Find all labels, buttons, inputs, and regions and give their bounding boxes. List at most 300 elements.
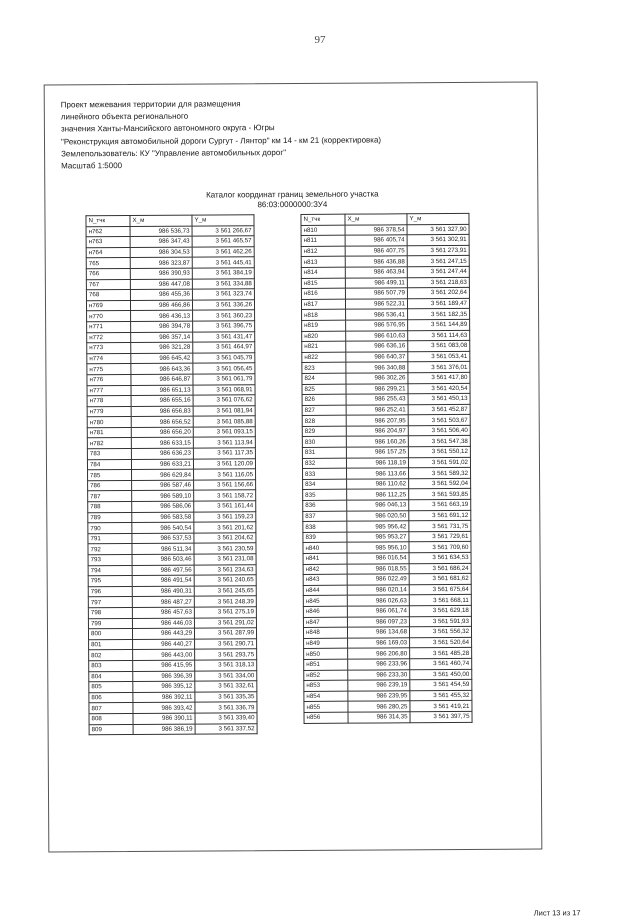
cell-x-coordinate: 986 589,10	[132, 491, 194, 502]
cell-point-id: 802	[89, 650, 133, 661]
cell-point-id: 804	[89, 671, 133, 682]
cell-point-id: н842	[303, 564, 347, 575]
cell-y-coordinate: 3 561 589,32	[409, 468, 471, 479]
cell-y-coordinate: 3 561 273,91	[407, 245, 469, 256]
cell-y-coordinate: 3 561 550,12	[408, 446, 470, 457]
cell-point-id: 828	[302, 415, 346, 426]
cell-y-coordinate: 3 561 144,89	[408, 319, 470, 330]
cell-x-coordinate: 986 347,43	[130, 236, 192, 247]
cell-y-coordinate: 3 561 293,75	[195, 649, 257, 660]
cell-point-id: 789	[88, 512, 132, 523]
cell-x-coordinate: 986 640,37	[346, 352, 408, 363]
cell-y-coordinate: 3 561 302,91	[407, 235, 469, 246]
cell-x-coordinate: 986 636,16	[346, 341, 408, 352]
cell-point-id: 785	[88, 470, 132, 481]
cell-x-coordinate: 986 576,95	[346, 320, 408, 331]
cell-x-coordinate: 986 536,41	[346, 309, 408, 320]
cell-y-coordinate: 3 561 462,26	[192, 247, 254, 258]
cell-x-coordinate: 986 396,39	[133, 671, 195, 682]
cell-point-id: н777	[87, 385, 131, 396]
cell-point-id: н843	[303, 574, 347, 585]
cell-y-coordinate: 3 561 454,59	[410, 680, 472, 691]
cell-y-coordinate: 3 561 120,09	[193, 458, 255, 469]
cell-y-coordinate: 3 561 161,44	[194, 501, 256, 512]
cell-x-coordinate: 986 407,75	[345, 246, 407, 257]
cell-point-id: н764	[86, 247, 130, 258]
cell-point-id: 799	[88, 618, 132, 629]
cell-point-id: н820	[302, 331, 346, 342]
cell-y-coordinate: 3 561 691,12	[409, 510, 471, 521]
cell-point-id: н854	[304, 691, 348, 702]
column-header-y: Y_м	[407, 213, 469, 224]
cell-y-coordinate: 3 561 156,66	[194, 480, 256, 491]
cell-y-coordinate: 3 561 465,57	[192, 236, 254, 247]
cell-point-id: 765	[86, 258, 130, 269]
cell-y-coordinate: 3 561 445,41	[192, 257, 254, 268]
cell-x-coordinate: 986 304,53	[130, 247, 192, 258]
cell-point-id: н778	[87, 396, 131, 407]
cell-y-coordinate: 3 561 547,38	[408, 436, 470, 447]
cell-y-coordinate: 3 561 464,97	[193, 342, 255, 353]
cell-y-coordinate: 3 561 334,88	[192, 278, 254, 289]
cell-point-id: 788	[88, 502, 132, 513]
cell-point-id: 808	[89, 713, 133, 724]
cell-x-coordinate: 986 134,68	[347, 627, 409, 638]
cell-point-id: н850	[304, 649, 348, 660]
cell-x-coordinate: 986 378,54	[345, 224, 407, 235]
cell-point-id: н855	[304, 701, 348, 712]
cell-x-coordinate: 986 507,79	[345, 288, 407, 299]
cell-y-coordinate: 3 561 248,39	[194, 596, 256, 607]
column-header-x: X_м	[345, 214, 407, 225]
coordinates-table-left	[85, 214, 257, 735]
cell-y-coordinate: 3 561 520,64	[410, 637, 472, 648]
cell-point-id: н816	[301, 288, 345, 299]
cell-y-coordinate: 3 561 592,04	[409, 478, 471, 489]
cell-y-coordinate: 3 561 591,02	[408, 457, 470, 468]
cell-point-id: 809	[89, 724, 133, 735]
cell-point-id: н849	[304, 638, 348, 649]
cell-y-coordinate: 3 561 045,79	[193, 352, 255, 363]
cell-x-coordinate: 985 953,27	[347, 532, 409, 543]
cell-y-coordinate: 3 561 485,28	[410, 648, 472, 659]
cell-x-coordinate: 986 314,35	[348, 712, 410, 723]
cell-y-coordinate: 3 561 384,19	[192, 268, 254, 279]
cell-x-coordinate: 986 020,50	[347, 510, 409, 521]
column-header-x: X_м	[130, 215, 192, 226]
cell-point-id: 827	[302, 405, 346, 416]
cell-y-coordinate: 3 561 634,53	[409, 552, 471, 563]
cell-point-id: 805	[89, 682, 133, 693]
cell-point-id: н814	[301, 267, 345, 278]
cell-point-id: 768	[86, 290, 130, 301]
cell-y-coordinate: 3 561 431,47	[193, 331, 255, 342]
cell-x-coordinate: 986 643,36	[131, 363, 193, 374]
cell-x-coordinate: 986 394,78	[131, 321, 193, 332]
cell-x-coordinate: 986 112,25	[347, 489, 409, 500]
cell-y-coordinate: 3 561 396,75	[193, 321, 255, 332]
cell-y-coordinate: 3 561 681,62	[409, 574, 471, 585]
cell-y-coordinate: 3 561 675,64	[409, 584, 471, 595]
cell-y-coordinate: 3 561 709,60	[409, 542, 471, 553]
project-header	[61, 97, 531, 173]
cell-point-id: 825	[302, 384, 346, 395]
cell-y-coordinate: 3 561 085,88	[193, 416, 255, 427]
cell-point-id: н817	[301, 299, 345, 310]
cell-y-coordinate: 3 561 450,00	[410, 669, 472, 680]
cell-y-coordinate: 3 561 231,08	[194, 554, 256, 565]
cell-y-coordinate: 3 561 201,62	[194, 522, 256, 533]
cell-y-coordinate: 3 561 202,64	[407, 288, 469, 299]
cell-point-id: 767	[86, 279, 130, 290]
cell-y-coordinate: 3 561 334,00	[195, 670, 257, 681]
cell-y-coordinate: 3 561 245,65	[194, 586, 256, 597]
cell-point-id: 826	[302, 394, 346, 405]
cell-x-coordinate: 986 323,87	[130, 257, 192, 268]
cell-point-id: 829	[302, 426, 346, 437]
cell-point-id: 823	[302, 362, 346, 373]
cell-x-coordinate: 986 113,66	[347, 468, 409, 479]
cell-point-id: н772	[87, 332, 131, 343]
cell-y-coordinate: 3 561 159,23	[194, 511, 256, 522]
cell-point-id: н781	[87, 427, 131, 438]
cell-x-coordinate: 986 204,97	[346, 426, 408, 437]
cell-x-coordinate: 986 239,95	[348, 691, 410, 702]
cell-point-id: н853	[304, 680, 348, 691]
cell-x-coordinate: 986 280,25	[348, 701, 410, 712]
coordinates-table-right	[300, 213, 472, 724]
cell-x-coordinate: 986 503,46	[132, 554, 194, 565]
cell-y-coordinate: 3 561 056,45	[193, 363, 255, 374]
cell-point-id: н780	[87, 417, 131, 428]
cell-y-coordinate: 3 561 332,61	[195, 681, 257, 692]
cell-y-coordinate: 3 561 240,65	[194, 575, 256, 586]
cell-point-id: н846	[303, 606, 347, 617]
cell-y-coordinate: 3 561 506,40	[408, 425, 470, 436]
cell-y-coordinate: 3 561 291,02	[194, 617, 256, 628]
column-header-point: N_тчк	[86, 215, 130, 226]
cell-point-id: 832	[302, 458, 346, 469]
cell-x-coordinate: 986 633,21	[131, 459, 193, 470]
header-line: Проект межевания территории для размещения	[60, 99, 241, 110]
cell-x-coordinate: 986 511,34	[132, 544, 194, 555]
catalog-title: Каталог координат границ земельного участка	[206, 189, 379, 200]
cell-x-coordinate: 986 646,87	[131, 374, 193, 385]
cell-y-coordinate: 3 561 327,90	[407, 224, 469, 235]
cell-point-id: 830	[302, 437, 346, 448]
cell-x-coordinate: 986 233,30	[348, 669, 410, 680]
sheet-counter: Лист 13 из 17	[533, 908, 581, 918]
cell-point-id: 801	[89, 639, 133, 650]
cell-x-coordinate: 986 393,42	[133, 702, 195, 713]
cell-x-coordinate: 986 110,62	[347, 479, 409, 490]
cell-y-coordinate: 3 561 218,63	[407, 277, 469, 288]
cell-y-coordinate: 3 561 117,35	[193, 448, 255, 459]
cell-y-coordinate: 3 561 234,63	[194, 564, 256, 575]
cell-x-coordinate: 986 390,11	[133, 713, 195, 724]
cell-point-id: 806	[89, 692, 133, 703]
cell-point-id: 838	[303, 521, 347, 532]
cell-point-id: н821	[302, 341, 346, 352]
cell-x-coordinate: 986 440,27	[133, 639, 195, 650]
cell-y-coordinate: 3 561 336,26	[192, 299, 254, 310]
cell-y-coordinate: 3 561 731,75	[409, 521, 471, 532]
cell-y-coordinate: 3 561 290,71	[195, 638, 257, 649]
cell-y-coordinate: 3 561 419,21	[410, 701, 472, 712]
cell-point-id: 787	[88, 491, 132, 502]
cell-y-coordinate: 3 561 116,05	[194, 469, 256, 480]
cell-y-coordinate: 3 561 663,19	[409, 499, 471, 510]
cell-y-coordinate: 3 561 093,15	[193, 427, 255, 438]
cell-x-coordinate: 986 455,36	[130, 289, 192, 300]
cell-y-coordinate: 3 561 593,85	[409, 489, 471, 500]
cell-x-coordinate: 986 097,23	[347, 616, 409, 627]
cell-x-coordinate: 986 395,12	[133, 681, 195, 692]
cell-x-coordinate: 985 956,10	[347, 542, 409, 553]
cell-x-coordinate: 986 386,19	[133, 724, 195, 735]
cell-point-id: н774	[87, 353, 131, 364]
cell-x-coordinate: 986 321,28	[131, 342, 193, 353]
header-line: значения Ханты-Мансийского автономного округа - Югры	[60, 123, 275, 134]
cell-point-id: н812	[301, 246, 345, 257]
cell-point-id: н763	[86, 237, 130, 248]
header-line: Масштаб 1:5000	[61, 161, 123, 171]
cell-y-coordinate: 3 561 420,54	[408, 383, 470, 394]
cell-point-id: н819	[302, 320, 346, 331]
document-sheet	[44, 81, 581, 918]
cell-y-coordinate: 3 561 397,75	[410, 711, 472, 722]
cell-x-coordinate: 986 020,14	[347, 585, 409, 596]
cell-y-coordinate: 3 561 591,93	[409, 616, 471, 627]
page-number: 97	[314, 34, 326, 46]
cell-y-coordinate: 3 561 668,11	[409, 595, 471, 606]
catalog-title-block	[45, 188, 539, 211]
cell-y-coordinate: 3 561 081,94	[193, 405, 255, 416]
cell-y-coordinate: 3 561 376,01	[408, 362, 470, 373]
column-header-y: Y_м	[192, 215, 254, 226]
cell-x-coordinate: 986 636,23	[131, 448, 193, 459]
cell-point-id: 792	[88, 544, 132, 555]
cell-point-id: н773	[87, 343, 131, 354]
header-line: Землепользователь: КУ "Управление автомобильных дорог"	[61, 147, 287, 159]
cell-y-coordinate: 3 561 158,72	[194, 490, 256, 501]
cell-point-id: н775	[87, 364, 131, 375]
cell-y-coordinate: 3 561 417,80	[408, 372, 470, 383]
cell-y-coordinate: 3 561 503,67	[408, 415, 470, 426]
cell-point-id: 793	[88, 554, 132, 565]
cell-point-id: н769	[86, 300, 130, 311]
cell-x-coordinate: 986 497,56	[132, 565, 194, 576]
cell-x-coordinate: 986 118,19	[346, 457, 408, 468]
cell-y-coordinate: 3 561 455,32	[410, 690, 472, 701]
cell-x-coordinate: 986 207,95	[346, 415, 408, 426]
cell-y-coordinate: 3 561 556,32	[409, 627, 471, 638]
cell-point-id: н840	[303, 543, 347, 554]
cell-x-coordinate: 986 022,49	[347, 574, 409, 585]
cell-x-coordinate: 986 302,26	[346, 373, 408, 384]
cell-x-coordinate: 986 390,93	[130, 268, 192, 279]
table-row	[89, 723, 257, 735]
cell-point-id: н851	[304, 659, 348, 670]
cell-point-id: 795	[88, 576, 132, 587]
cell-y-coordinate: 3 561 230,59	[194, 543, 256, 554]
cell-y-coordinate: 3 561 337,52	[195, 723, 257, 734]
cell-x-coordinate: 986 018,55	[347, 563, 409, 574]
cell-x-coordinate: 986 540,54	[132, 522, 194, 533]
cell-x-coordinate: 986 357,14	[131, 332, 193, 343]
cell-point-id: н856	[304, 712, 348, 723]
cell-point-id: 839	[303, 532, 347, 543]
cell-x-coordinate: 986 436,88	[345, 256, 407, 267]
cell-point-id: 836	[303, 500, 347, 511]
cell-point-id: н782	[87, 438, 131, 449]
cell-x-coordinate: 986 490,31	[132, 586, 194, 597]
cell-x-coordinate: 986 487,27	[132, 596, 194, 607]
cell-y-coordinate: 3 561 318,13	[195, 660, 257, 671]
cell-x-coordinate: 986 629,84	[132, 469, 194, 480]
cell-x-coordinate: 986 522,31	[345, 299, 407, 310]
cell-x-coordinate: 986 645,42	[131, 353, 193, 364]
cell-x-coordinate: 986 252,41	[346, 404, 408, 415]
cell-point-id: 807	[89, 703, 133, 714]
header-line: линейного объекта регионального	[60, 111, 189, 122]
cell-point-id: н779	[87, 406, 131, 417]
cell-y-coordinate: 3 561 360,23	[193, 310, 255, 321]
cell-point-id: 766	[86, 268, 130, 279]
cell-x-coordinate: 986 536,73	[130, 226, 192, 237]
cell-y-coordinate: 3 561 204,62	[194, 533, 256, 544]
cell-x-coordinate: 986 447,08	[130, 279, 192, 290]
cell-x-coordinate: 986 656,20	[131, 427, 193, 438]
cell-x-coordinate: 986 061,74	[347, 606, 409, 617]
cell-y-coordinate: 3 561 083,08	[408, 341, 470, 352]
cell-point-id: 796	[88, 586, 132, 597]
cell-x-coordinate: 986 586,06	[132, 501, 194, 512]
cell-y-coordinate: 3 561 247,44	[407, 266, 469, 277]
cell-x-coordinate: 986 457,63	[132, 607, 194, 618]
cell-y-coordinate: 3 561 729,61	[409, 531, 471, 542]
cell-x-coordinate: 986 206,80	[348, 648, 410, 659]
cell-x-coordinate: 986 405,74	[345, 235, 407, 246]
cell-x-coordinate: 986 392,11	[133, 692, 195, 703]
cell-y-coordinate: 3 561 114,63	[408, 330, 470, 341]
cell-x-coordinate: 986 443,00	[133, 649, 195, 660]
table-row	[304, 711, 472, 723]
cell-y-coordinate: 3 561 335,35	[195, 691, 257, 702]
cell-x-coordinate: 986 026,63	[347, 595, 409, 606]
cell-point-id: 786	[88, 480, 132, 491]
cell-x-coordinate: 986 463,94	[345, 267, 407, 278]
cell-y-coordinate: 3 561 287,99	[194, 628, 256, 639]
cell-point-id: н844	[303, 585, 347, 596]
cell-y-coordinate: 3 561 189,47	[407, 298, 469, 309]
cell-point-id: 824	[302, 373, 346, 384]
cell-point-id: 835	[303, 490, 347, 501]
cell-y-coordinate: 3 561 452,87	[408, 404, 470, 415]
cell-y-coordinate: 3 561 629,18	[409, 605, 471, 616]
cell-point-id: н848	[303, 627, 347, 638]
cell-point-id: 833	[303, 468, 347, 479]
cell-x-coordinate: 986 233,96	[348, 659, 410, 670]
column-header-point: N_тчк	[301, 214, 345, 225]
cell-x-coordinate: 985 956,42	[347, 521, 409, 532]
cell-y-coordinate: 3 561 068,91	[193, 384, 255, 395]
cell-point-id: 790	[88, 523, 132, 534]
cell-point-id: н845	[303, 596, 347, 607]
cell-x-coordinate: 986 436,13	[131, 310, 193, 321]
cell-x-coordinate: 986 491,54	[132, 575, 194, 586]
cell-x-coordinate: 986 446,03	[132, 618, 194, 629]
cell-point-id: 794	[88, 565, 132, 576]
cell-y-coordinate: 3 561 450,13	[408, 394, 470, 405]
cell-point-id: н841	[303, 553, 347, 564]
cell-x-coordinate: 986 499,11	[345, 277, 407, 288]
cell-point-id: н852	[304, 670, 348, 681]
cell-x-coordinate: 986 656,83	[131, 406, 193, 417]
cell-point-id: 783	[87, 449, 131, 460]
cell-point-id: н811	[301, 235, 345, 246]
cell-x-coordinate: 986 633,15	[131, 438, 193, 449]
cell-point-id: 834	[303, 479, 347, 490]
cell-y-coordinate: 3 561 323,74	[192, 289, 254, 300]
cell-x-coordinate: 986 299,21	[346, 383, 408, 394]
cell-x-coordinate: 986 239,19	[348, 680, 410, 691]
cell-x-coordinate: 986 415,95	[133, 660, 195, 671]
cell-point-id: 784	[87, 459, 131, 470]
cell-y-coordinate: 3 561 275,19	[194, 607, 256, 618]
cell-point-id: 803	[89, 660, 133, 671]
cell-point-id: 798	[88, 607, 132, 618]
cell-x-coordinate: 986 443,29	[132, 628, 194, 639]
cell-y-coordinate: 3 561 113,94	[193, 437, 255, 448]
catalog-subtitle: 86:03:0000000:ЗУ4	[257, 199, 328, 210]
cell-point-id: н847	[303, 617, 347, 628]
cell-y-coordinate: 3 561 053,41	[408, 351, 470, 362]
cell-x-coordinate: 986 255,43	[346, 394, 408, 405]
cell-point-id: 797	[88, 597, 132, 608]
cell-point-id: 791	[88, 533, 132, 544]
cell-point-id: н818	[302, 310, 346, 321]
cell-x-coordinate: 986 587,46	[132, 480, 194, 491]
cell-y-coordinate: 3 561 339,40	[195, 713, 257, 724]
cell-point-id: н771	[87, 321, 131, 332]
cell-y-coordinate: 3 561 686,24	[409, 563, 471, 574]
cell-point-id: н815	[301, 278, 345, 289]
cell-y-coordinate: 3 561 061,79	[193, 374, 255, 385]
cell-x-coordinate: 986 537,53	[132, 533, 194, 544]
cell-x-coordinate: 986 046,13	[347, 500, 409, 511]
cell-point-id: н776	[87, 374, 131, 385]
cell-point-id: н822	[302, 352, 346, 363]
header-line: "Реконструкция автомобильной дороги Сургут - Лянтор" км 14 - км 21 (корректировка)	[60, 135, 382, 147]
cell-point-id: 800	[88, 629, 132, 640]
cell-point-id: н762	[86, 226, 130, 237]
cell-y-coordinate: 3 561 182,35	[408, 309, 470, 320]
cell-x-coordinate: 986 651,13	[131, 385, 193, 396]
cell-x-coordinate: 986 340,88	[346, 362, 408, 373]
cell-y-coordinate: 3 561 247,15	[407, 256, 469, 267]
cell-x-coordinate: 986 655,16	[131, 395, 193, 406]
cell-point-id: 831	[302, 447, 346, 458]
cell-point-id: 837	[303, 511, 347, 522]
cell-x-coordinate: 986 169,03	[348, 638, 410, 649]
cell-x-coordinate: 986 160,26	[346, 436, 408, 447]
cell-x-coordinate: 986 466,86	[130, 300, 192, 311]
cell-x-coordinate: 986 656,52	[131, 416, 193, 427]
cell-y-coordinate: 3 561 460,74	[410, 658, 472, 669]
cell-x-coordinate: 986 583,58	[132, 512, 194, 523]
cell-x-coordinate: 986 157,25	[346, 447, 408, 458]
